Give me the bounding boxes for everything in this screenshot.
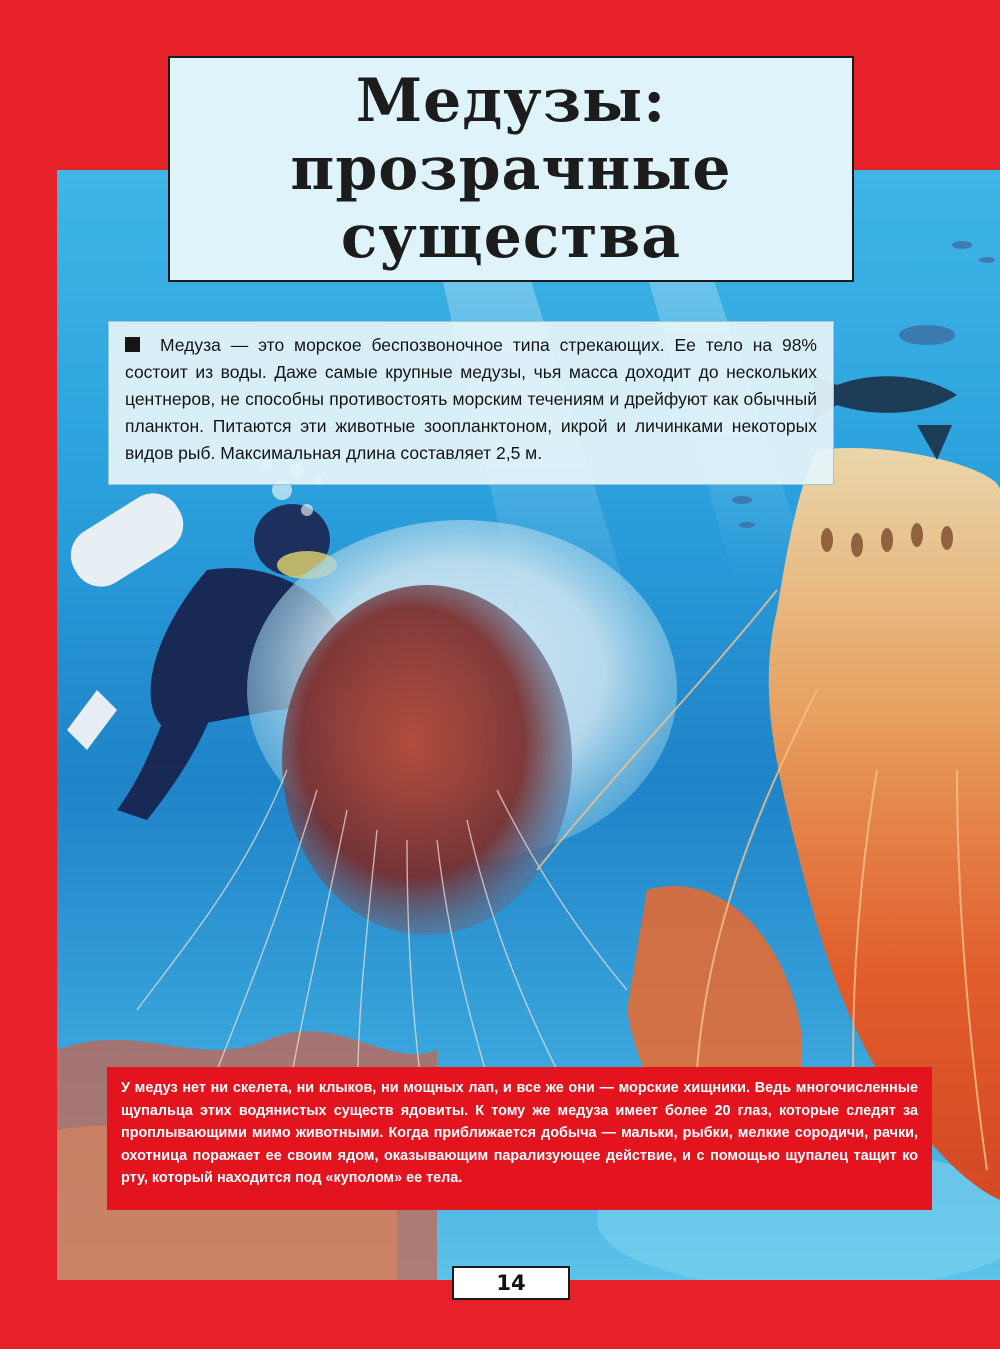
fact-box [107,1067,932,1210]
fact-text: У медуз нет ни скелета, ни клыков, ни мощных лап, и все же они — морские хищники. Ведь многочисленные щупальца этих водянистых существ ядовиты. К тому же медуза имеет более 20 глаз, которые следят за проплывающими мимо животными. Когда приближается добыча — мальки, рыбки, мелкие сородичи, рачки, охотница поражает ее своим ядом, оказывающим парализующее действие, и с помощью щупалец тащит ко рту, который находится под «куполом» ее тела. [121,1080,918,1187]
page-number: 14 [452,1266,570,1300]
square-bullet-icon [125,337,140,352]
page-title-line-3: существа [340,202,682,272]
page-title-line-1: Медузы: [355,66,667,136]
title-box [168,56,854,282]
intro-text-box [108,321,834,485]
page-title-line-2: прозрачные [290,134,732,204]
intro-text: Медуза — это морское беспозвоночное типа стрекающих. Ее тело на 98% состоит из воды. Даже самые крупные медузы, чья масса доходит до нескольких центнеров, не способны противостоять морским течениям и дрейфуют как обычный планктон. Питаются эти животные зоопланктоном, икрой и личинками некоторых видов рыб. Максимальная длина составляет 2,5 м. [125,335,817,463]
